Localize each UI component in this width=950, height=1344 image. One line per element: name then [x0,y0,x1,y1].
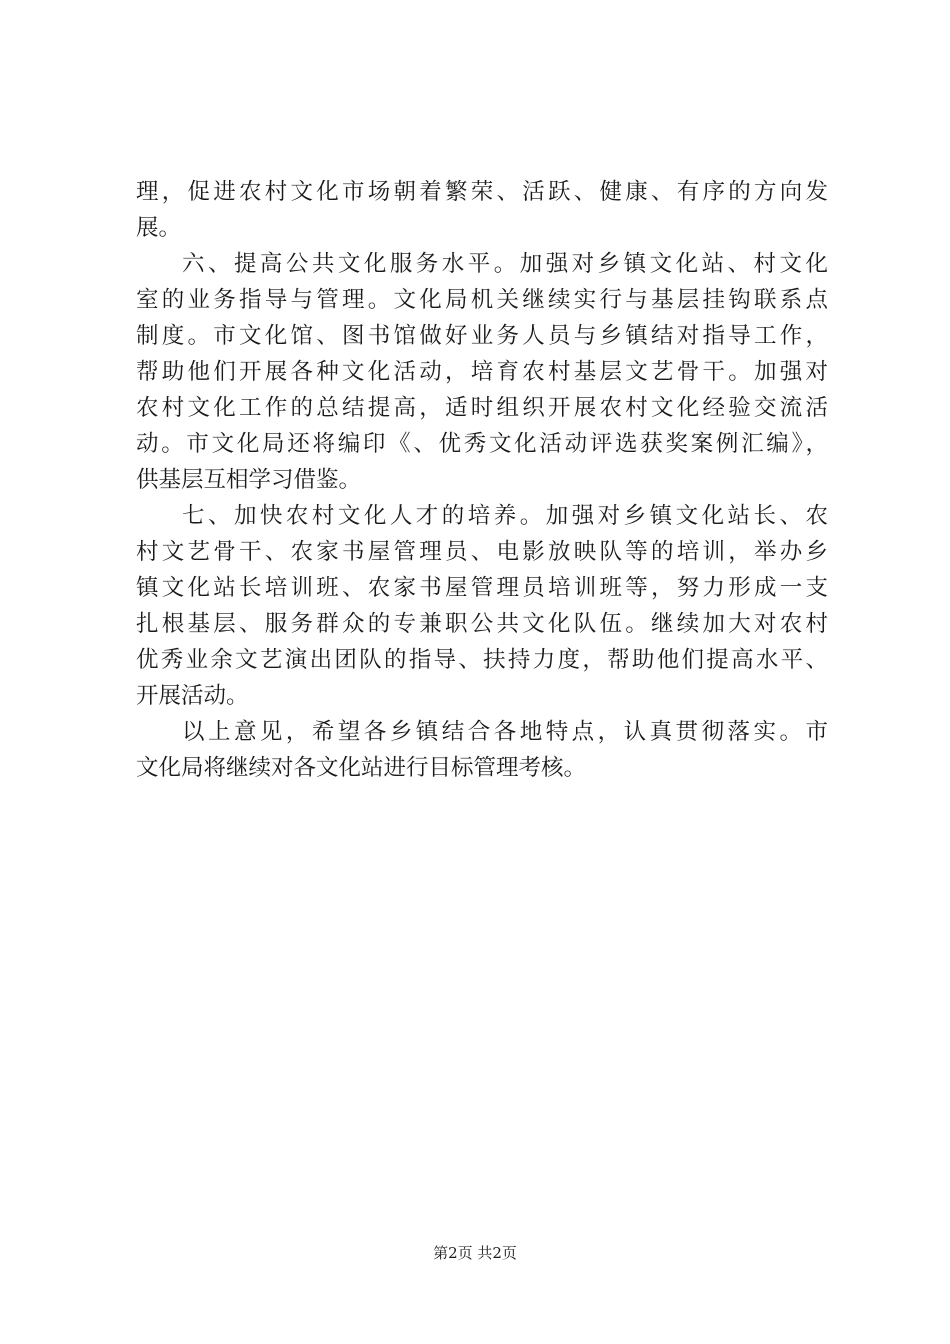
body-line: 农村文化工作的总结提高，适时组织开展农村文化经验交流活 [136,395,828,421]
body-line: 六、提高公共文化服务水平。加强对乡镇文化站、村文化 [182,251,828,277]
body-line: 制度。市文化馆、图书馆做好业务人员与乡镇结对指导工作， [136,323,828,349]
body-line: 室的业务指导与管理。文化局机关继续实行与基层挂钩联系点 [136,287,828,313]
document-body [136,174,828,786]
body-line: 帮助他们开展各种文化活动，培育农村基层文艺骨干。加强对 [136,359,828,385]
body-line: 以上意见，希望各乡镇结合各地特点，认真贯彻落实。市 [182,719,828,745]
body-line: 镇文化站长培训班、农家书屋管理员培训班等，努力形成一支 [136,575,828,601]
body-line: 动。市文化局还将编印《、优秀文化活动评选获奖案例汇编》， [136,431,828,457]
body-line: 村文艺骨干、农家书屋管理员、电影放映队等的培训，举办乡 [136,539,828,565]
body-line: 展。 [136,215,182,241]
page-number-label: 第2页 共2页 [433,1244,517,1262]
body-line: 供基层互相学习借鉴。 [136,467,362,493]
page-footer [0,1243,950,1263]
body-line: 开展活动。 [136,683,249,709]
body-line: 优秀业余文艺演出团队的指导、扶持力度，帮助他们提高水平、 [136,647,828,673]
body-line: 文化局将继续对各文化站进行目标管理考核。 [136,755,587,781]
body-line: 扎根基层、服务群众的专兼职公共文化队伍。继续加大对农村 [136,611,828,637]
body-line: 七、加快农村文化人才的培养。加强对乡镇文化站长、农 [182,503,828,529]
body-line: 理，促进农村文化市场朝着繁荣、活跃、健康、有序的方向发 [136,179,828,205]
